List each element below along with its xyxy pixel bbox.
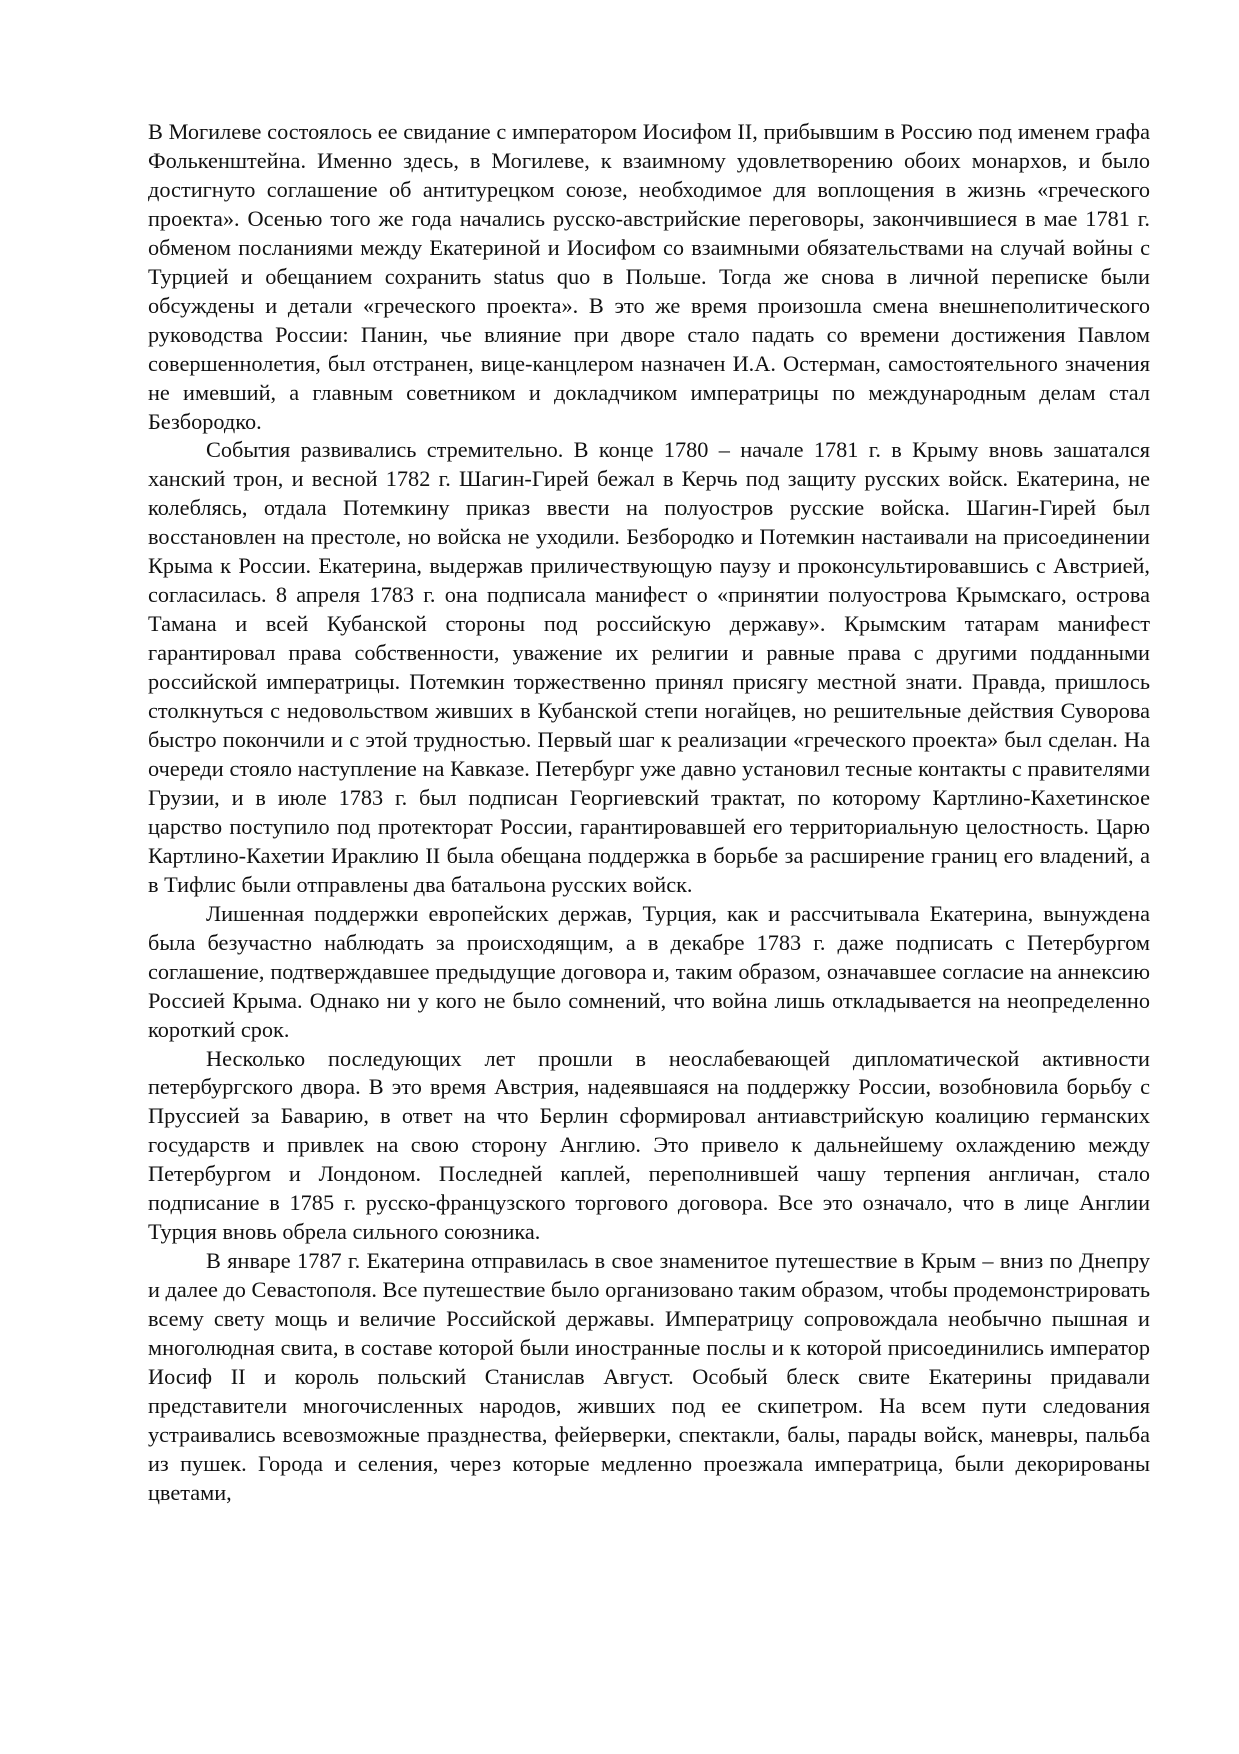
paragraph-1: В Могилеве состоялось ее свидание с императором Иосифом II, прибывшим в Россию под именем графа Фолькенштейна. Именно здесь, в Могилеве, к взаимному удовлетворению обоих монархов, и было достигнуто соглашение об антитурецком союзе, необходимое для воплощения в жизнь «греческого проекта». Осенью того же года начались русско-австрийские переговоры, закончившиеся в мае 1781 г. обменом посланиями между Екатериной и Иосифом со взаимными обязательствами на случай войны с Турцией и обещанием сохранить status quo в Польше. Тогда же снова в личной переписке были обсуждены и детали «греческого проекта». В это же время произошла смена внешнеполитического руководства России: Панин, чье влияние при дворе стало падать со времени достижения Павлом совершеннолетия, был отстранен, вице-канцлером назначен И.А. Остерман, самостоятельного значения не имевший, а главным советником и докладчиком императрицы по международным делам стал Безбородко. xyxy=(148,119,1150,434)
paragraph-5: В январе 1787 г. Екатерина отправилась в свое знаменитое путешествие в Крым – вниз по Днепру и далее до Севастополя. Все путешествие было организовано таким образом, чтобы продемонстрировать всему свету мощь и величие Российской державы. Императрицу сопровождала необычно пышная и многолюдная свита, в составе которой были иностранные послы и к которой присоединились император Иосиф II и король польский Станислав Август. Особый блеск свите Екатерины придавали представители многочисленных народов, живших под ее скипетром. На всем пути следования устраивались всевозможные празднества, фейерверки, спектакли, балы, парады войск, маневры, пальба из пушек. Города и селения, через которые медленно проезжала императрица, были декорированы цветами, xyxy=(148,1248,1150,1505)
paragraph-3: Лишенная поддержки европейских держав, Турция, как и рассчитывала Екатерина, вынуждена была безучастно наблюдать за происходящим, а в декабре 1783 г. даже подписать с Петербургом соглашение, подтверждавшее предыдущие договора и, таким образом, означавшее согласие на аннексию Россией Крыма. Однако ни у кого не было сомнений, что война лишь откладывается на неопределенно короткий срок. xyxy=(148,900,1150,1042)
document-page xyxy=(148,118,1150,1508)
paragraph-2: События развивались стремительно. В конце 1780 – начале 1781 г. в Крыму вновь зашатался ханский трон, и весной 1782 г. Шагин-Гирей бежал в Керчь под защиту русских войск. Екатерина, не колеблясь, отдала Потемкину приказ ввести на полуостров русские войска. Шагин-Гирей был восстановлен на престоле, но войска не уходили. Безбородко и Потемкин настаивали на присоединении Крыма к России. Екатерина, выдержав приличествующую паузу и проконсультировавшись с Австрией, согласилась. 8 апреля 1783 г. она подписала манифест о «принятии полуострова Крымскаго, острова Тамана и всей Кубанской стороны под российскую державу». Крымским татарам манифест гарантировал права собственности, уважение их религии и равные права с другими подданными российской императрицы. Потемкин торжественно принял присягу местной знати. Правда, пришлось столкнуться с недовольством живших в Кубанской степи ногайцев, но решительные действия Суворова быстро покончили и с этой трудностью. Первый шаг к реализации «греческого проекта» был сделан. На очереди стояло наступление на Кавказе. Петербург уже давно установил тесные контакты с правителями Грузии, и в июле 1783 г. был подписан Георгиевский трактат, по которому Картлино-Кахетинское царство поступило под протекторат России, гарантировавшей его территориальную целостность. Царю Картлино-Кахетии Ираклию II была обещана поддержка в борьбе за расширение границ его владений, а в Тифлис были отправлены два батальона русских войск. xyxy=(148,437,1150,897)
paragraph-4: Несколько последующих лет прошли в неослабевающей дипломатической активности петербургского двора. В это время Австрия, надеявшаяся на поддержку России, возобновила борьбу с Пруссией за Баварию, в ответ на что Берлин сформировал антиавстрийскую коалицию германских государств и привлек на свою сторону Англию. Это привело к дальнейшему охлаждению между Петербургом и Лондоном. Последней каплей, переполнившей чашу терпения англичан, стало подписание в 1785 г. русско-французского торгового договора. Все это означало, что в лице Англии Турция вновь обрела сильного союзника. xyxy=(148,1045,1150,1245)
